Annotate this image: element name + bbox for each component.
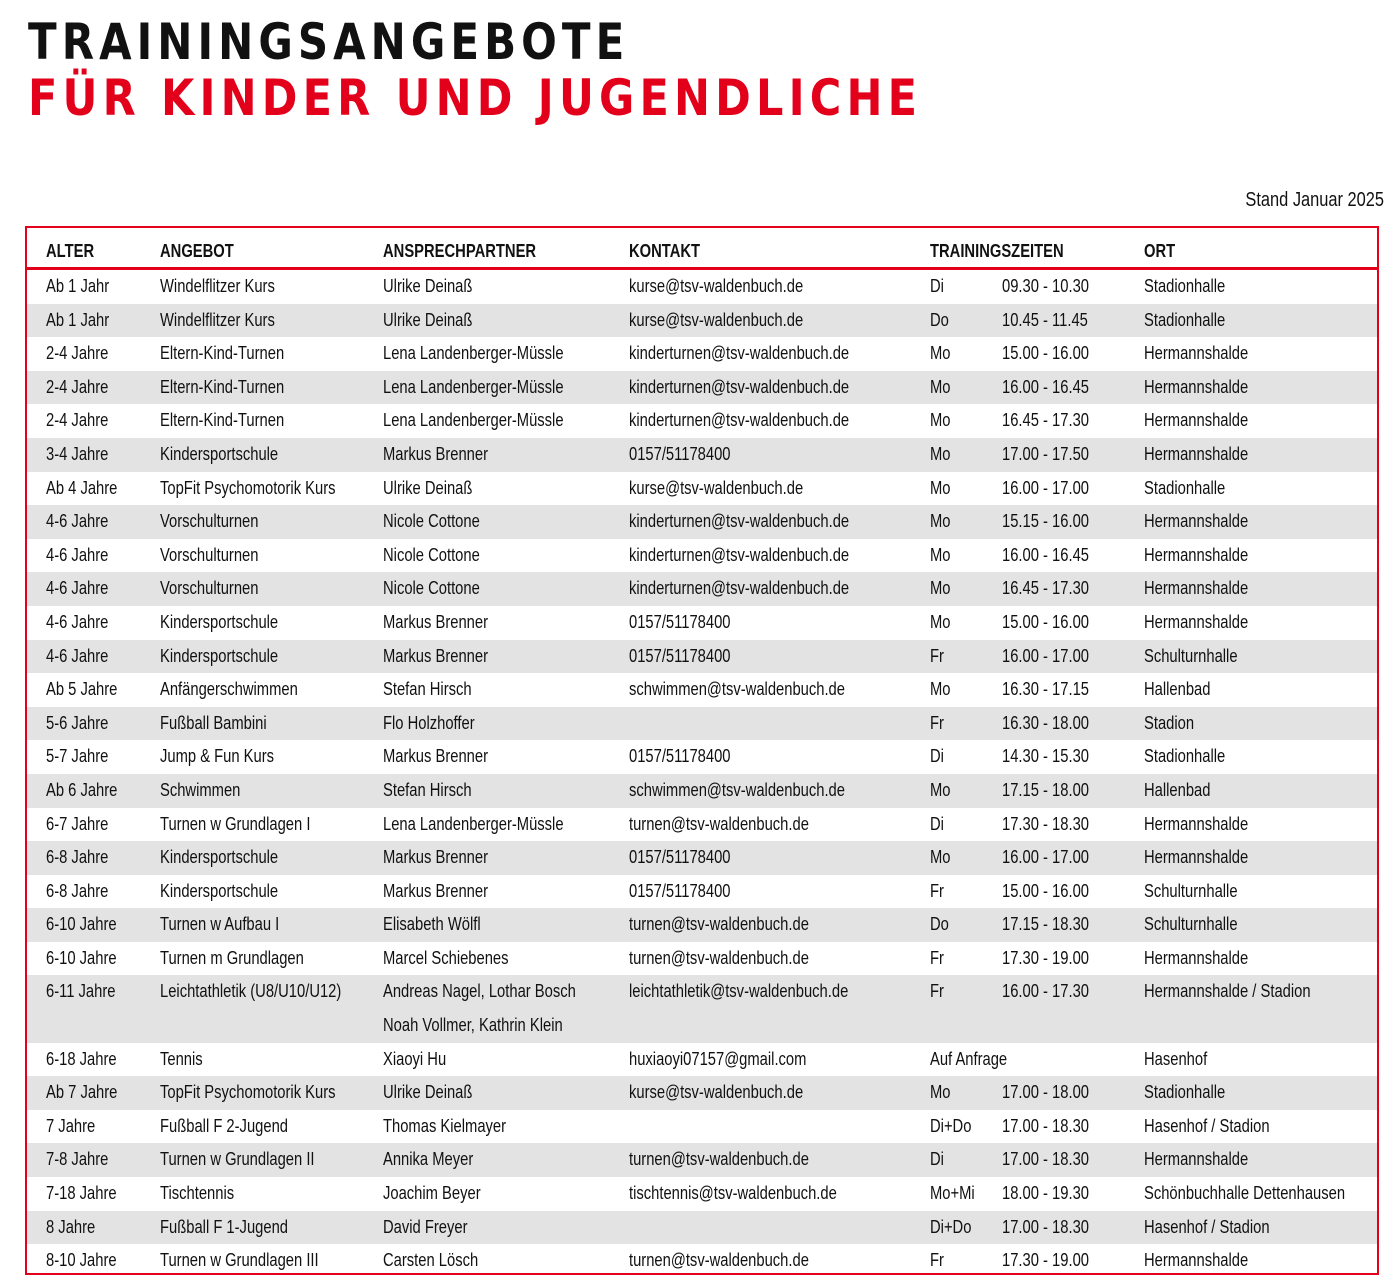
cell-ort: Hasenhof / Stadion <box>1144 1216 1270 1237</box>
cell-zeit: 16.30 - 17.15 <box>1002 679 1089 700</box>
cell-angebot: Vorschulturnen <box>160 544 259 565</box>
cell-alter: 7-8 Jahre <box>46 1149 109 1170</box>
cell-alter: 6-18 Jahre <box>46 1048 117 1069</box>
cell-tag: Di <box>930 276 944 296</box>
cell-ansprechpartner: Stefan Hirsch <box>383 679 472 700</box>
cell-tag: Fr <box>930 712 944 733</box>
cell-ort: Schulturnhalle <box>1144 914 1238 935</box>
cell-kontakt[interactable]: 0157/51178400 <box>629 443 731 464</box>
cell-angebot: Turnen w Grundlagen III <box>160 1250 319 1271</box>
cell-ort: Hermannshalde <box>1144 813 1249 834</box>
cell-angebot: Anfängerschwimmen <box>160 679 298 700</box>
cell-tag: Mo <box>930 477 951 498</box>
cell-ansprechpartner: Lena Landenberger-Müssle <box>383 813 564 834</box>
cell-alter: 6-10 Jahre <box>46 947 117 968</box>
cell-zeit: 16.45 - 17.30 <box>1002 578 1089 599</box>
table-row <box>27 808 1377 842</box>
cell-tag: Mo <box>930 611 951 632</box>
cell-zeit: 16.30 - 18.00 <box>1002 712 1089 733</box>
cell-alter: 2-4 Jahre <box>46 410 109 431</box>
cell-angebot: Fußball F 2-Jugend <box>160 1115 288 1136</box>
cell-tag: Do <box>930 914 949 935</box>
cell-kontakt[interactable]: kurse@tsv-waldenbuch.de <box>629 477 804 498</box>
cell-alter: 7 Jahre <box>46 1115 96 1136</box>
cell-ansprechpartner: Markus Brenner <box>383 880 489 901</box>
cell-kontakt[interactable]: turnen@tsv-waldenbuch.de <box>629 914 809 935</box>
cell-angebot: Leichtathletik (U8/U10/U12) <box>160 981 342 1002</box>
cell-kontakt[interactable]: kinderturnen@tsv-waldenbuch.de <box>629 343 850 364</box>
cell-zeit: 10.45 - 11.45 <box>1002 309 1088 330</box>
table-header <box>27 228 1377 270</box>
cell-alter: 2-4 Jahre <box>46 343 109 364</box>
cell-zeit: 15.00 - 16.00 <box>1002 343 1089 364</box>
cell-zeit: 16.00 - 16.45 <box>1002 376 1089 397</box>
cell-ort: Stadionhalle <box>1144 276 1226 296</box>
cell-ort: Hermannshalde <box>1144 578 1249 599</box>
cell-kontakt[interactable]: kinderturnen@tsv-waldenbuch.de <box>629 410 850 431</box>
cell-alter: 5-7 Jahre <box>46 746 109 767</box>
table-row <box>27 1177 1377 1211</box>
cell-tag: Fr <box>930 645 944 666</box>
cell-ansprechpartner: Marcel Schiebenes <box>383 947 509 968</box>
cell-tag: Mo <box>930 1082 951 1103</box>
table-row <box>27 505 1377 539</box>
cell-zeit: 16.00 - 17.00 <box>1002 645 1089 666</box>
cell-alter: Ab 1 Jahr <box>46 276 110 296</box>
column-header-angebot: ANGEBOT <box>160 241 234 261</box>
page-subtitle: FÜR KINDER UND JUGENDLICHE <box>28 69 923 127</box>
cell-angebot: Tischtennis <box>160 1183 235 1204</box>
cell-zeit: 17.00 - 18.30 <box>1002 1149 1089 1170</box>
cell-ansprechpartner: Ulrike Deinaß <box>383 309 473 330</box>
cell-kontakt[interactable]: kinderturnen@tsv-waldenbuch.de <box>629 376 850 397</box>
table-row <box>27 841 1377 875</box>
cell-angebot: Turnen m Grundlagen <box>160 947 304 968</box>
cell-tag: Fr <box>930 981 944 1002</box>
cell-tag: Mo <box>930 847 951 868</box>
table-row <box>27 1244 1377 1278</box>
cell-ansprechpartner: Nicole Cottone <box>383 511 480 532</box>
cell-zeit: 15.00 - 16.00 <box>1002 880 1089 901</box>
cell-kontakt[interactable]: 0157/51178400 <box>629 880 731 901</box>
cell-angebot: Vorschulturnen <box>160 578 259 599</box>
cell-ansprechpartner: Ulrike Deinaß <box>383 477 473 498</box>
cell-alter: 4-6 Jahre <box>46 611 109 632</box>
cell-alter: Ab 1 Jahr <box>46 309 110 330</box>
table-row <box>27 606 1377 640</box>
cell-alter: Ab 7 Jahre <box>46 1082 118 1103</box>
cell-angebot: Kindersportschule <box>160 611 279 632</box>
cell-ansprechpartner: Ulrike Deinaß <box>383 276 473 296</box>
cell-zeit: 16.00 - 17.30 <box>1002 981 1089 1002</box>
cell-alter: 7-18 Jahre <box>46 1183 117 1204</box>
cell-alter: 2-4 Jahre <box>46 376 109 397</box>
cell-ort: Stadion <box>1144 712 1195 733</box>
table-row <box>27 270 1377 304</box>
cell-kontakt[interactable]: huxiaoyi07157@gmail.com <box>629 1048 807 1069</box>
cell-ansprechpartner: David Freyer <box>383 1216 468 1237</box>
cell-angebot: Vorschulturnen <box>160 511 259 532</box>
cell-zeit: 17.30 - 19.00 <box>1002 947 1089 968</box>
cell-tag: Fr <box>930 947 944 968</box>
table-row <box>27 1076 1377 1110</box>
cell-ansprechpartner: Lena Landenberger-Müssle <box>383 410 564 431</box>
cell-ort: Hasenhof / Stadion <box>1144 1115 1270 1136</box>
cell-tag: Mo <box>930 443 951 464</box>
cell-ort: Stadionhalle <box>1144 1082 1226 1103</box>
table-row <box>27 740 1377 774</box>
cell-zeit: 14.30 - 15.30 <box>1002 746 1089 767</box>
cell-zeit: 17.00 - 18.30 <box>1002 1216 1089 1237</box>
cell-alter: Ab 4 Jahre <box>46 477 118 498</box>
cell-ansprechpartner: Ulrike Deinaß <box>383 1082 473 1103</box>
cell-angebot: Windelflitzer Kurs <box>160 309 275 330</box>
cell-alter: 8-10 Jahre <box>46 1250 117 1271</box>
cell-ort: Hermannshalde <box>1144 410 1249 431</box>
cell-ort: Hermannshalde / Stadion <box>1144 981 1311 1002</box>
cell-angebot: Schwimmen <box>160 779 241 800</box>
cell-angebot: Eltern-Kind-Turnen <box>160 410 285 431</box>
cell-angebot: Kindersportschule <box>160 847 279 868</box>
cell-ort: Hermannshalde <box>1144 847 1249 868</box>
column-header-ort: ORT <box>1144 241 1176 261</box>
cell-ort: Hallenbad <box>1144 779 1211 800</box>
cell-ansprechpartner: Nicole Cottone <box>383 544 480 565</box>
table-row <box>27 707 1377 741</box>
cell-ansprechpartner: Stefan Hirsch <box>383 779 472 800</box>
cell-kontakt[interactable]: schwimmen@tsv-waldenbuch.de <box>629 679 845 700</box>
cell-angebot: Kindersportschule <box>160 645 279 666</box>
table-row <box>27 1211 1377 1245</box>
page-title: TRAININGSANGEBOTE <box>28 13 630 71</box>
column-header-kontakt: KONTAKT <box>629 241 701 261</box>
cell-ort: Schönbuchhalle Dettenhausen <box>1144 1183 1346 1204</box>
cell-ansprechpartner: Flo Holzhoffer <box>383 712 475 733</box>
cell-zeit: 16.45 - 17.30 <box>1002 410 1089 431</box>
column-header-alter: ALTER <box>46 241 95 261</box>
table-row <box>27 774 1377 808</box>
cell-alter: 4-6 Jahre <box>46 645 109 666</box>
table-row <box>27 640 1377 674</box>
cell-ansprechpartner: Andreas Nagel, Lothar Bosch Noah Vollmer, Kathrin Klein <box>383 981 576 1036</box>
cell-tag: Mo <box>930 779 951 800</box>
cell-zeit: 17.30 - 19.00 <box>1002 1250 1089 1271</box>
cell-angebot: TopFit Psychomotorik Kurs <box>160 477 336 498</box>
table-row <box>27 438 1377 472</box>
cell-tag: Auf Anfrage <box>930 1048 1008 1069</box>
cell-zeit: 15.00 - 16.00 <box>1002 611 1089 632</box>
cell-kontakt[interactable]: kurse@tsv-waldenbuch.de <box>629 1082 804 1103</box>
cell-tag: Mo <box>930 376 951 397</box>
cell-kontakt[interactable]: kurse@tsv-waldenbuch.de <box>629 276 804 296</box>
cell-zeit: 17.15 - 18.30 <box>1002 914 1089 935</box>
cell-zeit: 17.30 - 18.30 <box>1002 813 1089 834</box>
cell-tag: Di+Do <box>930 1216 972 1237</box>
cell-tag: Di <box>930 746 944 767</box>
cell-zeit: 18.00 - 19.30 <box>1002 1183 1089 1204</box>
cell-angebot: Turnen w Aufbau I <box>160 914 280 935</box>
cell-angebot: Eltern-Kind-Turnen <box>160 376 285 397</box>
cell-ansprechpartner: Carsten Lösch <box>383 1250 479 1271</box>
cell-kontakt[interactable]: 0157/51178400 <box>629 645 731 666</box>
cell-tag: Mo <box>930 410 951 431</box>
cell-angebot: Windelflitzer Kurs <box>160 276 275 296</box>
cell-ort: Hermannshalde <box>1144 376 1249 397</box>
cell-ort: Stadionhalle <box>1144 746 1226 767</box>
cell-tag: Fr <box>930 880 944 901</box>
cell-ort: Schulturnhalle <box>1144 880 1238 901</box>
cell-tag: Di <box>930 1149 944 1170</box>
cell-alter: 6-8 Jahre <box>46 847 109 868</box>
table-row <box>27 1110 1377 1144</box>
cell-ort: Stadionhalle <box>1144 477 1226 498</box>
cell-kontakt[interactable]: turnen@tsv-waldenbuch.de <box>629 813 809 834</box>
column-header-ansprechpartner: ANSPRECHPARTNER <box>383 241 537 261</box>
table-row <box>27 337 1377 371</box>
cell-ansprechpartner: Markus Brenner <box>383 645 489 666</box>
cell-ort: Hermannshalde <box>1144 611 1249 632</box>
cell-kontakt[interactable]: turnen@tsv-waldenbuch.de <box>629 947 809 968</box>
table-body <box>27 270 1377 1278</box>
cell-ort: Stadionhalle <box>1144 309 1226 330</box>
cell-tag: Do <box>930 309 949 330</box>
cell-zeit: 17.00 - 17.50 <box>1002 443 1089 464</box>
cell-zeit: 09.30 - 10.30 <box>1002 276 1089 296</box>
cell-ort: Hermannshalde <box>1144 343 1249 364</box>
cell-alter: Ab 5 Jahre <box>46 679 118 700</box>
cell-angebot: Kindersportschule <box>160 880 279 901</box>
cell-tag: Mo <box>930 343 951 364</box>
cell-kontakt[interactable]: kinderturnen@tsv-waldenbuch.de <box>629 544 850 565</box>
cell-kontakt[interactable]: 0157/51178400 <box>629 847 731 868</box>
column-header-trainingszeiten: TRAININGSZEITEN <box>930 241 1064 261</box>
cell-kontakt[interactable]: leichtathletik@tsv-waldenbuch.de <box>629 981 849 1002</box>
cell-alter: 8 Jahre <box>46 1216 96 1237</box>
table-row <box>27 875 1377 909</box>
cell-ort: Hallenbad <box>1144 679 1211 700</box>
table-row <box>27 404 1377 438</box>
table-row <box>27 572 1377 606</box>
cell-alter: 6-7 Jahre <box>46 813 109 834</box>
cell-kontakt[interactable]: kinderturnen@tsv-waldenbuch.de <box>629 578 850 599</box>
table-row <box>27 304 1377 338</box>
cell-ansprechpartner: Markus Brenner <box>383 847 489 868</box>
cell-kontakt[interactable]: kurse@tsv-waldenbuch.de <box>629 309 804 330</box>
cell-tag: Mo <box>930 578 951 599</box>
cell-tag: Di+Do <box>930 1115 972 1136</box>
training-table <box>25 226 1379 1275</box>
cell-zeit: 17.15 - 18.00 <box>1002 779 1089 800</box>
cell-ansprechpartner: Markus Brenner <box>383 611 489 632</box>
cell-ansprechpartner: Markus Brenner <box>383 443 489 464</box>
cell-angebot: Fußball Bambini <box>160 712 267 733</box>
cell-ansprechpartner: Elisabeth Wölfl <box>383 914 481 935</box>
cell-zeit: 17.00 - 18.00 <box>1002 1082 1089 1103</box>
cell-alter: 3-4 Jahre <box>46 443 109 464</box>
table-row <box>27 908 1377 942</box>
cell-ort: Hermannshalde <box>1144 443 1249 464</box>
cell-ort: Hermannshalde <box>1144 511 1249 532</box>
cell-kontakt[interactable]: 0157/51178400 <box>629 746 731 767</box>
cell-tag: Mo <box>930 511 951 532</box>
cell-angebot: Turnen w Grundlagen II <box>160 1149 315 1170</box>
cell-ansprechpartner: Nicole Cottone <box>383 578 480 599</box>
cell-alter: 4-6 Jahre <box>46 578 109 599</box>
cell-tag: Mo <box>930 544 951 565</box>
cell-angebot: Tennis <box>160 1048 203 1069</box>
cell-alter: 4-6 Jahre <box>46 511 109 532</box>
cell-alter: 4-6 Jahre <box>46 544 109 565</box>
table-row <box>27 371 1377 405</box>
cell-angebot: Kindersportschule <box>160 443 279 464</box>
cell-ort: Hermannshalde <box>1144 1250 1249 1271</box>
cell-angebot: Jump & Fun Kurs <box>160 746 275 767</box>
cell-angebot: TopFit Psychomotorik Kurs <box>160 1082 336 1103</box>
cell-alter: 5-6 Jahre <box>46 712 109 733</box>
cell-zeit: 15.15 - 16.00 <box>1002 511 1089 532</box>
cell-ort: Hasenhof <box>1144 1048 1208 1069</box>
cell-zeit: 16.00 - 17.00 <box>1002 477 1089 498</box>
cell-alter: 6-8 Jahre <box>46 880 109 901</box>
cell-ansprechpartner: Xiaoyi Hu <box>383 1048 447 1069</box>
stand-date: Stand Januar 2025 <box>1245 189 1384 211</box>
cell-kontakt[interactable]: kinderturnen@tsv-waldenbuch.de <box>629 511 850 532</box>
cell-ort: Hermannshalde <box>1144 1149 1249 1170</box>
cell-tag: Mo <box>930 679 951 700</box>
table-row <box>27 472 1377 506</box>
table-row <box>27 942 1377 976</box>
cell-ansprechpartner: Lena Landenberger-Müssle <box>383 343 564 364</box>
cell-ansprechpartner: Lena Landenberger-Müssle <box>383 376 564 397</box>
table-row <box>27 1043 1377 1077</box>
cell-zeit: 16.00 - 17.00 <box>1002 847 1089 868</box>
table-row <box>27 975 1377 1042</box>
cell-ansprechpartner: Thomas Kielmayer <box>383 1115 507 1136</box>
cell-ort: Hermannshalde <box>1144 947 1249 968</box>
cell-ansprechpartner: Markus Brenner <box>383 746 489 767</box>
table-row <box>27 673 1377 707</box>
table-row <box>27 1143 1377 1177</box>
cell-kontakt[interactable]: turnen@tsv-waldenbuch.de <box>629 1149 809 1170</box>
cell-angebot: Turnen w Grundlagen I <box>160 813 311 834</box>
cell-ort: Schulturnhalle <box>1144 645 1238 666</box>
cell-kontakt[interactable]: schwimmen@tsv-waldenbuch.de <box>629 779 845 800</box>
cell-kontakt[interactable]: turnen@tsv-waldenbuch.de <box>629 1250 809 1271</box>
cell-ort: Hermannshalde <box>1144 544 1249 565</box>
cell-tag: Di <box>930 813 944 834</box>
cell-kontakt[interactable]: 0157/51178400 <box>629 611 731 632</box>
cell-tag: Fr <box>930 1250 944 1271</box>
cell-angebot: Fußball F 1-Jugend <box>160 1216 288 1237</box>
cell-alter: 6-11 Jahre <box>46 981 116 1002</box>
cell-tag: Mo+Mi <box>930 1183 975 1204</box>
cell-zeit: 16.00 - 16.45 <box>1002 544 1089 565</box>
cell-ansprechpartner: Joachim Beyer <box>383 1183 481 1204</box>
cell-alter: Ab 6 Jahre <box>46 779 118 800</box>
cell-ansprechpartner: Annika Meyer <box>383 1149 474 1170</box>
cell-zeit: 17.00 - 18.30 <box>1002 1115 1089 1136</box>
cell-alter: 6-10 Jahre <box>46 914 117 935</box>
cell-angebot: Eltern-Kind-Turnen <box>160 343 285 364</box>
cell-kontakt[interactable]: tischtennis@tsv-waldenbuch.de <box>629 1183 837 1204</box>
table-row <box>27 539 1377 573</box>
